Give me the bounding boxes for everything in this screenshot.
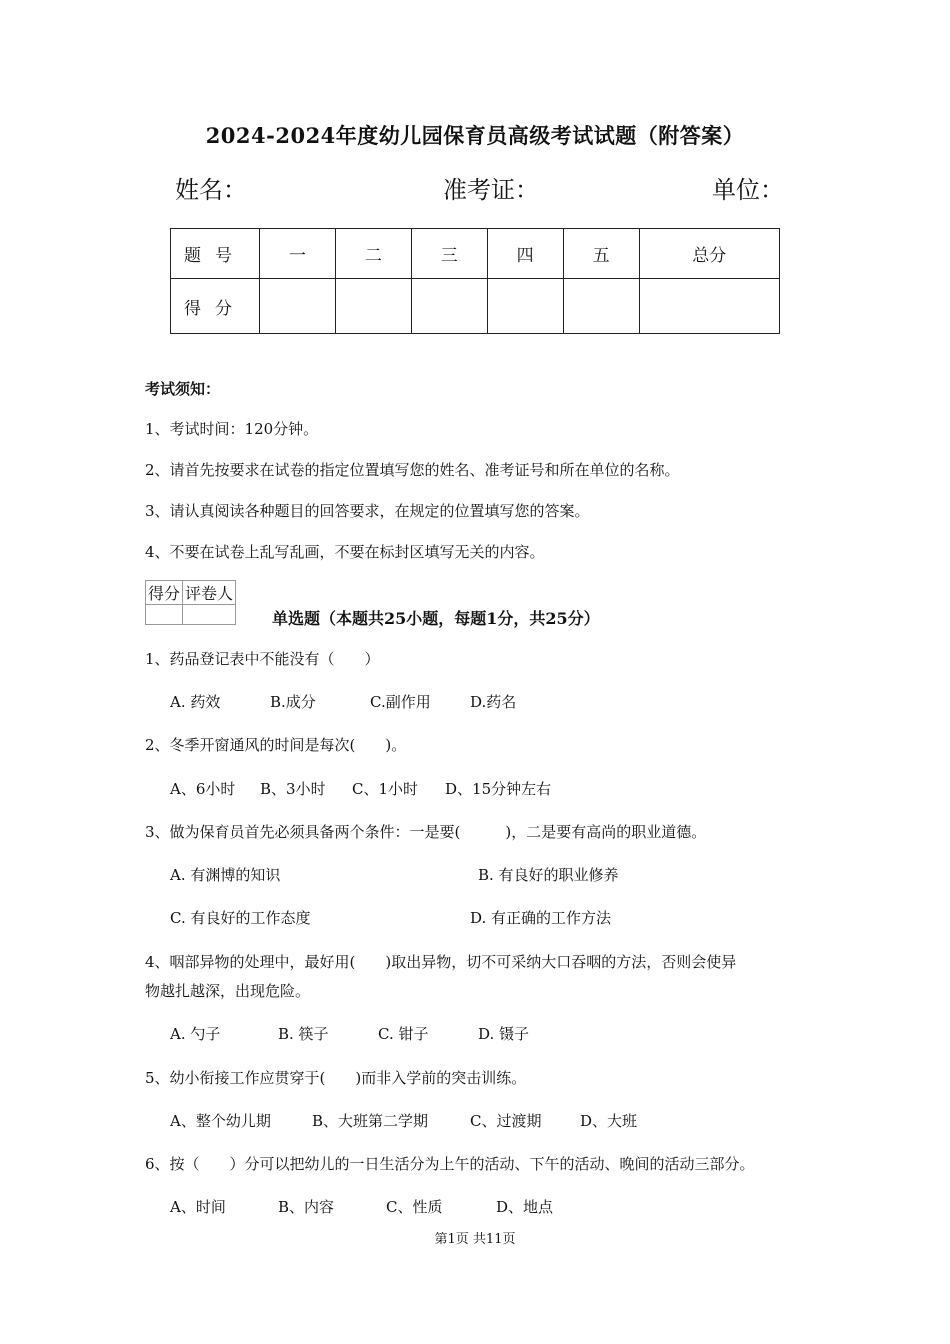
question-option: D. 镊子 <box>478 1025 530 1043</box>
question-stem: 2、冬季开窗通风的时间是每次( )。 <box>145 736 407 754</box>
question-option: C. 有良好的工作态度 <box>170 909 311 927</box>
question-stem: 4、咽部异物的处理中，最好用( )取出异物，切不可采纳大口吞咽的方法，否则会使异 <box>145 953 737 971</box>
question-option: B、大班第二学期 <box>312 1112 429 1130</box>
score-cell-1[interactable] <box>260 279 336 334</box>
question-option: C.副作用 <box>370 693 431 711</box>
question-number-label: 题号 <box>171 229 260 279</box>
grader-name-label: 评卷人 <box>183 581 236 605</box>
score-col-total: 总分 <box>639 229 779 279</box>
score-col-5: 五 <box>563 229 639 279</box>
notice-item: 4、不要在试卷上乱写乱画，不要在标封区填写无关的内容。 <box>145 543 545 561</box>
grader-score-label: 得分 <box>146 581 183 605</box>
name-field-label: 姓名： <box>175 176 247 204</box>
question-option: A. 有渊博的知识 <box>170 866 281 884</box>
unit-field-label: 单位： <box>712 176 784 204</box>
notice-item: 2、请首先按要求在试卷的指定位置填写您的姓名、准考证号和所在单位的名称。 <box>145 461 680 479</box>
question-option: A. 勺子 <box>170 1025 221 1043</box>
section-title: 单选题（本题共25小题，每题1分，共25分） <box>272 609 600 628</box>
question-stem-continued: 物越扎越深，出现危险。 <box>145 982 311 1000</box>
notice-heading: 考试须知： <box>145 380 221 398</box>
notice-item: 1、考试时间：120分钟。 <box>145 420 319 438</box>
page-title: 2024-2024年度幼儿园保育员高级考试试题（附答案） <box>205 123 745 148</box>
score-col-4: 四 <box>487 229 563 279</box>
question-option: B.成分 <box>270 693 316 711</box>
question-option: C、性质 <box>386 1198 443 1216</box>
grader-box <box>145 580 236 625</box>
question-stem: 1、药品登记表中不能没有（ ） <box>145 650 380 668</box>
score-cell-total[interactable] <box>639 279 779 334</box>
score-cell-3[interactable] <box>411 279 487 334</box>
score-cell-4[interactable] <box>487 279 563 334</box>
grader-score-cell[interactable] <box>146 605 183 625</box>
question-option: D、15分钟左右 <box>445 780 552 798</box>
score-table-score-row <box>171 279 780 334</box>
grader-name-cell[interactable] <box>183 605 236 625</box>
question-option: C、过渡期 <box>470 1112 542 1130</box>
question-option: D. 有正确的工作方法 <box>470 909 612 927</box>
question-stem: 5、幼小衔接工作应贯穿于( )而非入学前的突击训练。 <box>145 1069 527 1087</box>
page-footer: 第1页 共11页 <box>434 1232 516 1247</box>
question-option: D、大班 <box>580 1112 638 1130</box>
exam-number-field-label: 准考证： <box>443 176 539 204</box>
question-option: A. 药效 <box>170 693 221 711</box>
question-option: C、1小时 <box>352 780 419 798</box>
score-table-header-row <box>171 229 780 279</box>
score-col-1: 一 <box>260 229 336 279</box>
question-option: B. 有良好的职业修养 <box>478 866 619 884</box>
question-option: D、地点 <box>496 1198 554 1216</box>
question-option: A、6小时 <box>170 780 236 798</box>
question-option: C. 钳子 <box>378 1025 429 1043</box>
question-stem: 3、做为保育员首先必须具备两个条件：一是要( )，二是要有高尚的职业道德。 <box>145 823 707 841</box>
question-option: B. 筷子 <box>278 1025 329 1043</box>
score-label: 得分 <box>171 279 260 334</box>
score-col-2: 二 <box>335 229 411 279</box>
question-option: D.药名 <box>470 693 517 711</box>
question-stem: 6、按（ ）分可以把幼儿的一日生活分为上午的活动、下午的活动、晚间的活动三部分。 <box>145 1155 755 1173</box>
notice-item: 3、请认真阅读各种题目的回答要求，在规定的位置填写您的答案。 <box>145 502 590 520</box>
question-option: B、3小时 <box>260 780 326 798</box>
score-cell-5[interactable] <box>563 279 639 334</box>
question-option: A、整个幼儿期 <box>170 1112 271 1130</box>
score-table <box>170 228 780 334</box>
score-col-3: 三 <box>411 229 487 279</box>
question-option: A、时间 <box>170 1198 226 1216</box>
question-option: B、内容 <box>278 1198 335 1216</box>
score-cell-2[interactable] <box>335 279 411 334</box>
